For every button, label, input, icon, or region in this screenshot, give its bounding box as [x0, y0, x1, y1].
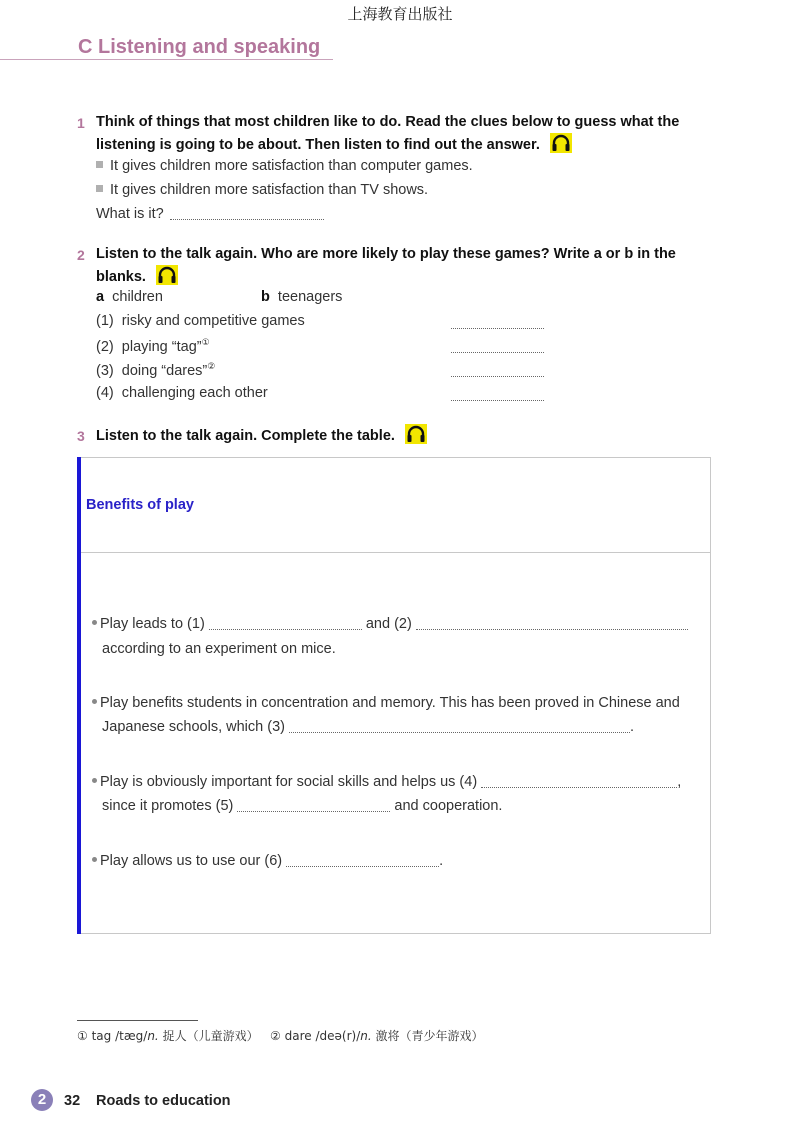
q1-answer-blank[interactable] [170, 218, 324, 220]
blank-1[interactable] [209, 628, 362, 630]
q1-instruction-line2-row [96, 133, 572, 156]
square-bullet-icon [96, 185, 103, 192]
page-footer-title: Roads to education [96, 1093, 231, 1109]
publisher-header: 上海教育出版社 [347, 5, 453, 23]
headphones-icon[interactable] [550, 133, 572, 153]
q2-instruction-line2-row [96, 265, 178, 288]
q2-option-a: a children [96, 289, 163, 305]
benefit-1-line1: Play leads to (1) and (2) [92, 616, 688, 632]
benefit-3-line2: since it promotes (5) and cooperation. [102, 798, 503, 814]
q1-clue-2: It gives children more satisfaction than TV shows. [96, 182, 428, 198]
q1-prompt-row [96, 206, 324, 222]
benefit-3-line1: Play is obviously important for social skills and helps us (4) , [92, 774, 681, 790]
q1-prompt: What is it? [96, 206, 164, 222]
section-title-rule [0, 59, 333, 60]
footnote-rule [77, 1020, 198, 1021]
q2-item-4-blank[interactable] [451, 400, 544, 401]
q1-instruction-line1: Think of things that most children like to do. Read the clues below to guess what the [96, 114, 680, 130]
q2-item-4: (4) challenging each other [96, 385, 268, 401]
footnote-ref-2: ② [207, 361, 216, 371]
benefit-2-line1: Play benefits students in concentration and memory. This has been proved in Chinese and [92, 695, 680, 711]
q2-item-2: (2) playing “tag”① [96, 337, 210, 355]
table-title: Benefits of play [86, 497, 194, 513]
blank-3[interactable] [289, 731, 630, 733]
q2-number: 2 [77, 247, 85, 263]
table-accent-bar [77, 457, 81, 934]
q2-item-3-blank[interactable] [451, 376, 544, 377]
benefit-2-line2: Japanese schools, which (3) . [102, 719, 635, 735]
footnotes: ① tag /tæg/n. 捉人（儿童游戏） ② dare /deə(r)/n. 激将（青少年游戏） [77, 1029, 484, 1043]
benefit-4-line1: Play allows us to use our (6) . [92, 853, 443, 869]
q2-instruction-line1: Listen to the talk again. Who are more likely to play these games? Write a or b in the [96, 246, 676, 262]
blank-6[interactable] [286, 865, 439, 867]
section-title: C Listening and speaking [78, 36, 321, 58]
table-header-divider [81, 552, 711, 553]
square-bullet-icon [96, 161, 103, 168]
bullet-dot-icon [92, 857, 97, 862]
q2-option-b: b teenagers [261, 289, 343, 305]
blank-5[interactable] [237, 810, 390, 812]
q1-number: 1 [77, 115, 85, 131]
bullet-dot-icon [92, 778, 97, 783]
blank-2[interactable] [416, 628, 688, 630]
q3-instruction-row [96, 424, 427, 447]
unit-badge: 2 [31, 1089, 53, 1111]
q3-instruction: Listen to the talk again. Complete the table. [96, 428, 395, 444]
q2-item-1-blank[interactable] [451, 328, 544, 329]
benefit-1-line2: according to an experiment on mice. [102, 641, 336, 657]
q2-item-3: (3) doing “dares”② [96, 361, 216, 379]
bullet-dot-icon [92, 620, 97, 625]
headphones-icon[interactable] [156, 265, 178, 285]
q2-item-2-blank[interactable] [451, 352, 544, 353]
q3-number: 3 [77, 428, 85, 444]
blank-4[interactable] [481, 786, 677, 788]
page-number: 32 [64, 1093, 81, 1109]
footnote-ref-1: ① [201, 337, 210, 347]
bullet-dot-icon [92, 699, 97, 704]
q1-clue-1: It gives children more satisfaction than computer games. [96, 158, 473, 174]
q2-item-1: (1) risky and competitive games [96, 313, 305, 329]
headphones-icon[interactable] [405, 424, 427, 444]
q1-instruction-line2: listening is going to be about. Then listen to find out the answer. [96, 137, 540, 153]
q2-instruction-line2: blanks. [96, 269, 146, 285]
